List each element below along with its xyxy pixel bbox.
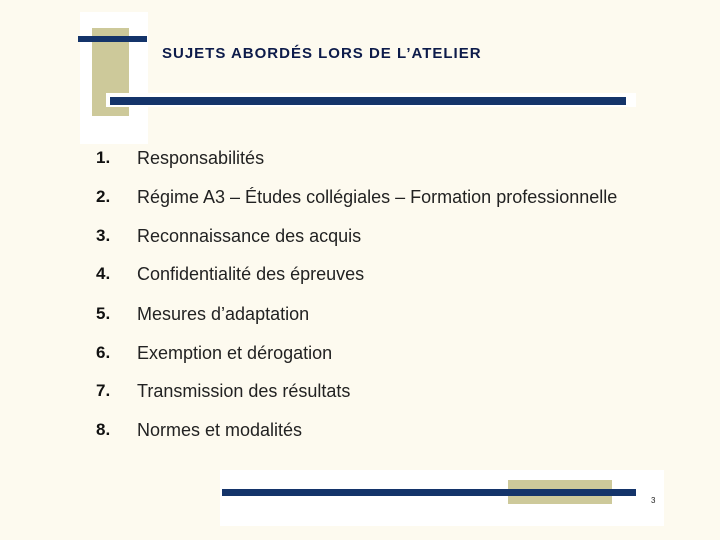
- title-underline-bar: [110, 97, 626, 105]
- list-item: [96, 343, 696, 367]
- list-item: [96, 187, 696, 211]
- list-item: [96, 226, 696, 250]
- item-label: Reconnaissance des acquis: [137, 226, 362, 246]
- footer-rule-bar: [222, 489, 636, 496]
- item-number: 2.: [96, 187, 111, 206]
- list-item: [96, 264, 696, 288]
- item-label: Normes et modalités: [137, 420, 303, 440]
- page-number: 3: [651, 496, 656, 505]
- item-number: 5.: [96, 304, 111, 323]
- item-label: Transmission des résultats: [137, 381, 351, 401]
- item-label: Responsabilités: [137, 148, 265, 168]
- item-number: 3.: [96, 226, 111, 245]
- list-item: [96, 148, 696, 172]
- item-label: Confidentialité des épreuves: [137, 264, 365, 284]
- item-number: 7.: [96, 381, 111, 400]
- list-item: [96, 381, 696, 405]
- item-number: 1.: [96, 148, 111, 167]
- item-number: 4.: [96, 264, 111, 283]
- slide-title: SUJETS ABORDÉS LORS DE L’ATELIER: [162, 45, 482, 62]
- item-number: 6.: [96, 343, 111, 362]
- item-number: 8.: [96, 420, 111, 439]
- title-decoration-short-bar: [78, 36, 147, 42]
- item-label: Mesures d’adaptation: [137, 304, 310, 324]
- item-label: Exemption et dérogation: [137, 343, 333, 363]
- list-item: [96, 304, 696, 328]
- list-item: [96, 420, 696, 444]
- item-label: Régime A3 – Études collégiales – Formation professionnelle: [137, 187, 618, 207]
